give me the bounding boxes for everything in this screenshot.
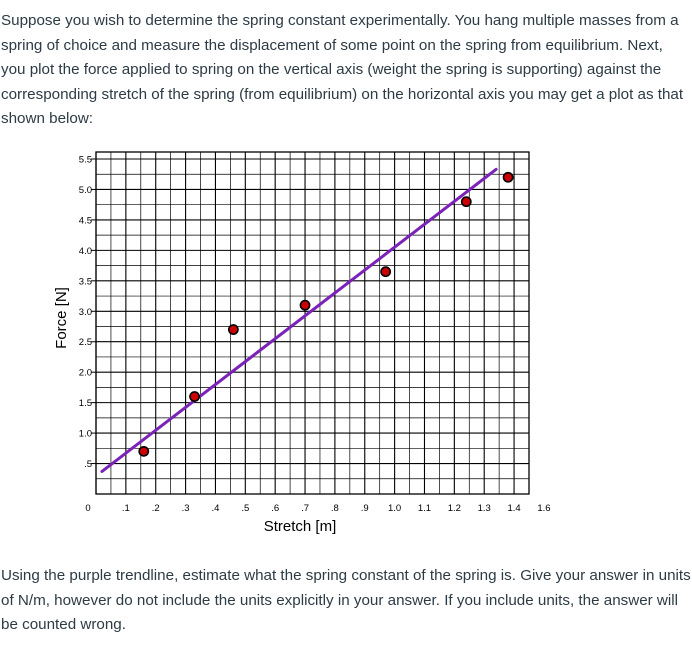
x-tick-label: 1.0 [388,503,402,514]
y-tick-label: 4.5 [78,215,92,227]
x-axis-label: Stretch [m] [263,518,337,535]
x-tick-label: 1.3 [477,503,491,514]
x-tick-label: .2 [151,503,160,514]
x-tick-label: 1.6 [537,503,551,514]
x-tick-label: .6 [271,503,280,514]
prompt-paragraph: Using the purple trendline, estimate what the spring constant of the spring is. Give your answer in units of N/m, however do not include the units explicitly in your answer. If you include units, the answer will be counted wrong. [1,567,691,634]
y-tick-label: 1.0 [78,428,92,440]
x-tick-label: .8 [330,503,339,514]
y-tick-label: 3.5 [78,276,92,288]
y-tick-label: .5 [84,459,92,471]
y-tick-label: 1.5 [78,398,92,410]
y-tick-label: 2.0 [78,367,92,379]
x-tick-label: 1.4 [507,503,521,514]
x-tick-label: 0 [85,503,91,514]
trendline [102,169,496,471]
data-point [139,447,148,456]
x-tick-label: .5 [241,503,250,514]
data-point [503,173,512,182]
y-tick-label: 2.5 [78,337,92,349]
data-point [190,392,199,401]
y-tick-label: 3.0 [78,306,92,318]
x-tick-label: 1.1 [417,503,432,514]
intro-paragraph: Suppose you wish to determine the spring constant experimentally. You hang multiple masses from a spring of choice and measure the displacement of some point on the spring from equilibrium. Next, you plot the force applied to spring on the vertical axis (weight the spring is supporting) against the corresponding stretch of the spring (from equilibrium) on the horizontal axis you may get a plot as that shown below: [1,12,684,128]
x-tick-labels [85,503,550,514]
x-tick-label: .1 [121,503,130,514]
data-points [139,173,513,456]
x-tick-label: .3 [181,503,190,514]
data-point [229,325,238,334]
trendline-group [102,169,496,471]
x-tick-label: .9 [360,503,369,514]
data-point [300,301,309,310]
y-tick-label: 5.5 [78,154,92,166]
data-point [462,197,471,206]
y-axis-label: Force [N] [53,287,70,349]
y-tick-label: 5.0 [78,184,92,196]
y-tick-labels [79,155,96,471]
x-tick-label: .7 [301,503,310,514]
x-tick-label: .4 [211,503,220,514]
x-tick-label: 1.2 [447,503,461,514]
data-point [381,267,390,276]
y-tick-label: 4.0 [78,245,92,257]
